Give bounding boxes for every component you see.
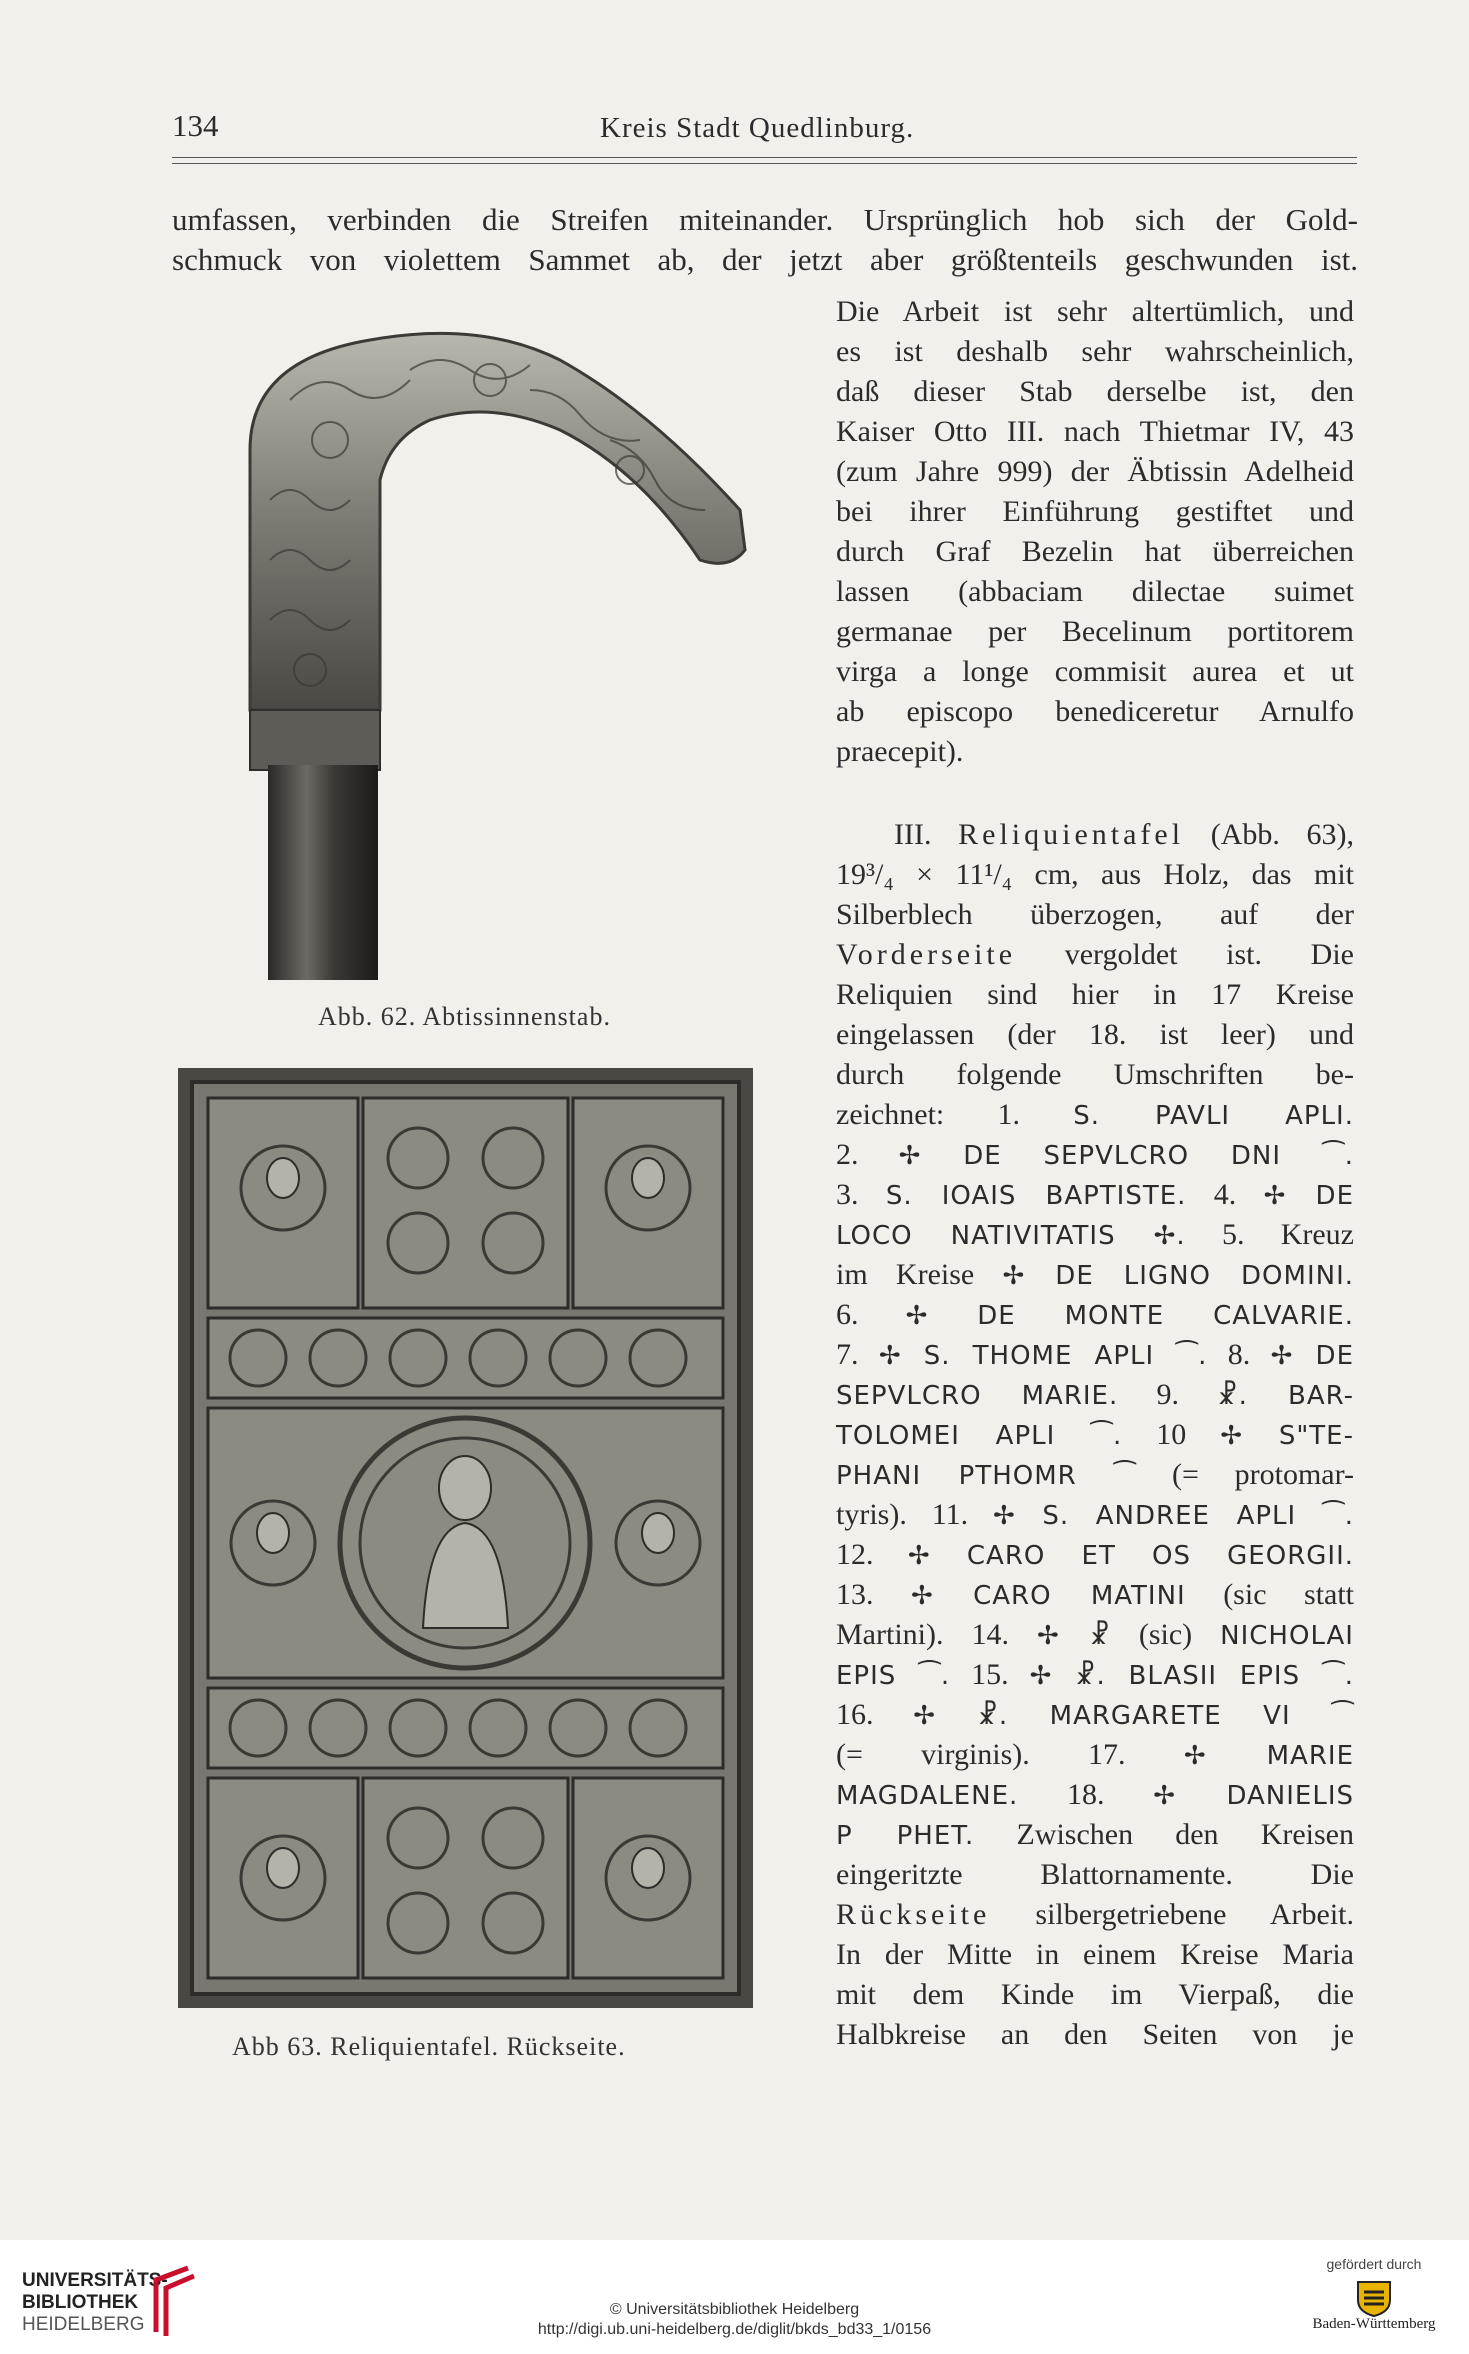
text-run: Zwischen den Kreisen <box>974 1818 1354 1851</box>
text-run: 15. <box>950 1658 1030 1691</box>
text-line <box>836 1735 1354 1775</box>
inscription: ✢ DANIELIS <box>1153 1781 1354 1811</box>
reliquary-panel-image <box>178 1068 753 2008</box>
inscription: ✢ S. THOME APLI ⁀. <box>878 1341 1208 1371</box>
funded-by-label: gefördert durch <box>1326 2256 1422 2272</box>
text-line: virga a longe commisit aurea et ut <box>836 655 1354 688</box>
text-line <box>836 1415 1354 1455</box>
text-line <box>836 1295 1354 1335</box>
text-run: zeichnet: 1. <box>836 1098 1074 1131</box>
footer-credits <box>0 2300 1469 2340</box>
figure-63-caption: Abb 63. Reliquientafel. Rückseite. <box>232 2032 626 2061</box>
text-line: Reliquien sind hier in 17 Kreise <box>836 978 1354 1011</box>
text-line: bei ihrer Einführung gestiftet und <box>836 495 1354 528</box>
intro-line: schmuck von violettem Sammet ab, der jetzt aber größtenteils geschwunden ist. <box>172 242 1358 277</box>
text-run: 5. Kreuz <box>1185 1218 1354 1251</box>
text-line <box>836 1775 1354 1815</box>
text-line: lassen (abbaciam dilectae suimet <box>836 575 1354 608</box>
text-line: In der Mitte in einem Kreise Maria <box>836 1938 1354 1971</box>
inscription: S. IOAIS BAPTISTE. <box>885 1181 1187 1211</box>
page-number: 134 <box>172 108 219 143</box>
text-line <box>836 1455 1354 1495</box>
inscription: ✢ ☧. BLASII EPIS ⁀. <box>1029 1661 1355 1691</box>
text-run: im Kreise <box>836 1258 1003 1291</box>
text-run: 18. <box>1018 1778 1154 1811</box>
inscription: ✢ DE MONTE CALVARIE. <box>905 1301 1355 1331</box>
inscription: PHANI PTHOMR ⁀ <box>836 1461 1137 1491</box>
text-line <box>836 1895 1354 1935</box>
inscription: ✢ CARO MATINI <box>911 1581 1186 1611</box>
text-line <box>836 1175 1354 1215</box>
text-run: 9. <box>1118 1378 1218 1411</box>
text-line: germanae per Becelinum portitorem <box>836 615 1354 648</box>
text-line: mit dem Kinde im Vierpaß, die <box>836 1978 1354 2011</box>
text-line: Kaiser Otto III. nach Thietmar IV, 43 <box>836 415 1354 448</box>
inscription: MAGDALENE. <box>836 1781 1019 1811</box>
text-run: tyris). 11. <box>836 1498 993 1531</box>
text-line: (zum Jahre 999) der Äbtissin Adelheid <box>836 455 1354 488</box>
inscription: P PHET. <box>836 1821 975 1851</box>
section-heading: Reliquientafel <box>958 818 1185 851</box>
inscription: ✢ S. ANDREE APLI ⁀. <box>992 1501 1354 1531</box>
inscription: S. PAVLI APLI. <box>1073 1101 1354 1131</box>
funding-block <box>1299 2256 1449 2333</box>
inscription: ✢ DE SEPVLCRO DNI ⁀. <box>898 1141 1354 1171</box>
inscription: ✢ ☧. MARGARETE VI ⁀ <box>913 1701 1355 1731</box>
text-run: 10 <box>1122 1418 1221 1451</box>
inscription: ☧. BAR- <box>1217 1381 1354 1411</box>
text-line: eingelassen (der 18. ist leer) und <box>836 1018 1354 1051</box>
inscription: SEPVLCRO MARIE. <box>836 1381 1119 1411</box>
spaced-term: Rückseite <box>836 1898 991 1931</box>
running-title: Kreis Stadt Quedlinburg. <box>600 112 915 144</box>
text-line <box>836 1095 1354 1135</box>
text-run: (Abb. 63), <box>1184 818 1354 851</box>
inscription: ✢ ☧ <box>1036 1621 1111 1651</box>
text-run: Martini). 14. <box>836 1618 1037 1651</box>
text-line <box>836 1255 1354 1295</box>
text-run: 13. <box>836 1578 912 1611</box>
crozier-image <box>230 320 760 980</box>
inscription: ✢ S"TE- <box>1220 1421 1354 1451</box>
text-run: 3. <box>836 1178 886 1211</box>
text-run: (sic statt <box>1185 1578 1355 1611</box>
intro-line: umfassen, verbinden die Streifen miteinander. Ursprünglich hob sich der Gold- <box>172 202 1358 237</box>
text-run: 8. <box>1207 1338 1271 1371</box>
text-column-1 <box>836 292 1354 772</box>
inscription: EPIS ⁀. <box>836 1661 951 1691</box>
header-rule-2 <box>172 163 1357 164</box>
text-line <box>836 815 1354 855</box>
inscription: TOLOMEI APLI ⁀. <box>836 1421 1123 1451</box>
inscription: LOCO NATIVITATIS ✢. <box>836 1221 1186 1251</box>
text-run: 6. <box>836 1298 906 1331</box>
text-line <box>836 935 1354 975</box>
inscription: ✢ DE <box>1263 1181 1355 1211</box>
text-line <box>836 1695 1354 1735</box>
text-line <box>836 1135 1354 1175</box>
intro-paragraph <box>172 200 1358 280</box>
copyright-notice: © Universitätsbibliothek Heidelberg <box>609 2301 860 2318</box>
text-line: ab episcopo benediceretur Arnulfo <box>836 695 1354 728</box>
text-run: vergoldet ist. Die <box>1016 938 1354 971</box>
text-run: 12. <box>836 1538 908 1571</box>
permalink-url[interactable]: http://digi.ub.uni-heidelberg.de/diglit/bkds_bd33_1/0156 <box>537 2321 932 2338</box>
text-run: silbergetriebene Arbeit. <box>990 1898 1354 1931</box>
text-line: es ist deshalb sehr wahrscheinlich, <box>836 335 1354 368</box>
text-line <box>836 1655 1354 1695</box>
text-run: 7. <box>836 1338 879 1371</box>
text-line <box>836 1815 1354 1855</box>
text-line: 19³/₄ × 11¹/₄ cm, aus Holz, das mit <box>836 858 1354 891</box>
text-line: praecepit). <box>836 735 964 768</box>
text-line: Silberblech überzogen, auf der <box>836 898 1354 931</box>
library-name-line: UNIVERSITÄTS- <box>22 2270 168 2291</box>
text-line: durch Graf Bezelin hat überreichen <box>836 535 1354 568</box>
text-run: 2. <box>836 1138 899 1171</box>
text-line: eingeritzte Blattornamente. Die <box>836 1858 1354 1891</box>
text-line <box>836 1375 1354 1415</box>
text-line <box>836 1495 1354 1535</box>
text-run: III. <box>894 818 959 851</box>
text-line <box>836 1535 1354 1575</box>
text-line <box>836 1575 1354 1615</box>
figure-62-caption: Abb. 62. Abtissinnenstab. <box>318 1002 611 1031</box>
text-run: 4. <box>1186 1178 1264 1211</box>
text-run: (= protomar- <box>1136 1458 1354 1491</box>
text-run: (= virginis). 17. <box>836 1738 1184 1771</box>
library-name-line: HEIDELBERG <box>22 2314 145 2335</box>
header-rule <box>172 157 1357 158</box>
text-line: Die Arbeit ist sehr altertümlich, und <box>836 295 1354 328</box>
text-run: 16. <box>836 1698 914 1731</box>
funder-name: Baden-Württemberg <box>1312 2316 1436 2332</box>
inscription: ✢ MARIE <box>1183 1741 1354 1771</box>
text-line: durch folgende Umschriften be- <box>836 1058 1354 1091</box>
text-line: Halbkreise an den Seiten von je <box>836 2018 1354 2051</box>
spaced-term: Vorderseite <box>836 938 1017 971</box>
state-coat-of-arms-icon <box>1354 2278 1394 2318</box>
text-line <box>836 1335 1354 1375</box>
text-line: daß dieser Stab derselbe ist, den <box>836 375 1354 408</box>
inscription: ✢ CARO ET OS GEORGII. <box>907 1541 1355 1571</box>
library-name-line: BIBLIOTHEK <box>22 2292 139 2313</box>
text-column-2 <box>836 815 1354 2055</box>
inscription: ✢ DE LIGNO DOMINI. <box>1002 1261 1354 1291</box>
text-line <box>836 1615 1354 1655</box>
inscription: ✢ DE <box>1270 1341 1355 1371</box>
text-line <box>836 1215 1354 1255</box>
inscription: NICHOLAI <box>1220 1621 1354 1651</box>
text-run: (sic) <box>1110 1618 1221 1651</box>
